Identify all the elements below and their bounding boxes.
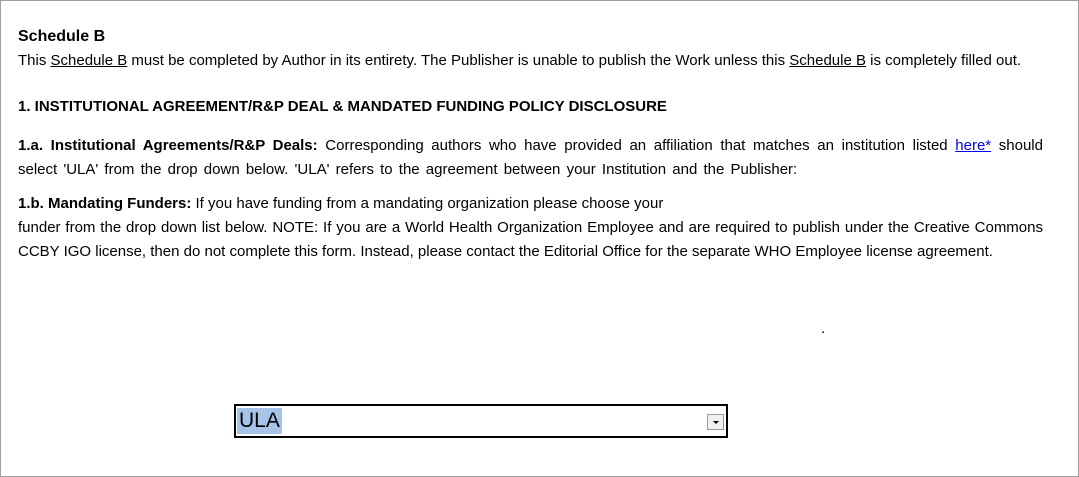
section-1-title: 1. INSTITUTIONAL AGREEMENT/R&P DEAL & MANDATED FUNDING POLICY DISCLOSURE xyxy=(18,98,667,115)
chevron-down-icon[interactable] xyxy=(707,414,724,430)
paragraph-1a-text-2: should select 'ULA' from the drop down below. 'ULA' refers to the agreement between your Institution and the Publisher: xyxy=(18,137,1043,178)
intro-schedule-b-1: Schedule B xyxy=(50,52,128,69)
schedule-b-document xyxy=(18,25,1043,264)
paragraph-1b-line-1: If you have funding from a mandating organization please choose your xyxy=(191,195,664,212)
paragraph-1b xyxy=(18,192,1043,264)
intro-text-2: must be completed by Author in its entirety. The Publisher is unable to publish the Work unless this xyxy=(127,52,790,69)
ula-dropdown[interactable] xyxy=(234,404,728,438)
paragraph-1a-label: 1.a. Institutional Agreements/R&P Deals: xyxy=(18,137,318,154)
paragraph-1a-text-1: Corresponding authors who have provided an affiliation that matches an institution listed xyxy=(317,137,956,154)
dropdown-selected-value: ULA xyxy=(239,409,280,432)
intro-text-1: This xyxy=(18,52,51,69)
page-title: Schedule B xyxy=(18,28,106,45)
paragraph-1a xyxy=(18,134,1043,182)
intro-schedule-b-2: Schedule B xyxy=(789,52,866,69)
paragraph-1b-text: funder from the drop down list below. NOTE: If you are a World Health Organization Employee and are required to publish under the Creative Commons CCBY IGO license, then do not complete this form. Instead, please contact the Editorial Office for the separate WHO Employee license agreement. xyxy=(18,219,1043,260)
intro-paragraph xyxy=(18,49,1043,73)
institution-list-link[interactable]: here* xyxy=(955,137,992,154)
intro-text-3: is completely filled out. xyxy=(866,52,1022,69)
stray-mark: . xyxy=(821,320,826,337)
paragraph-1b-label: 1.b. Mandating Funders: xyxy=(18,195,192,212)
